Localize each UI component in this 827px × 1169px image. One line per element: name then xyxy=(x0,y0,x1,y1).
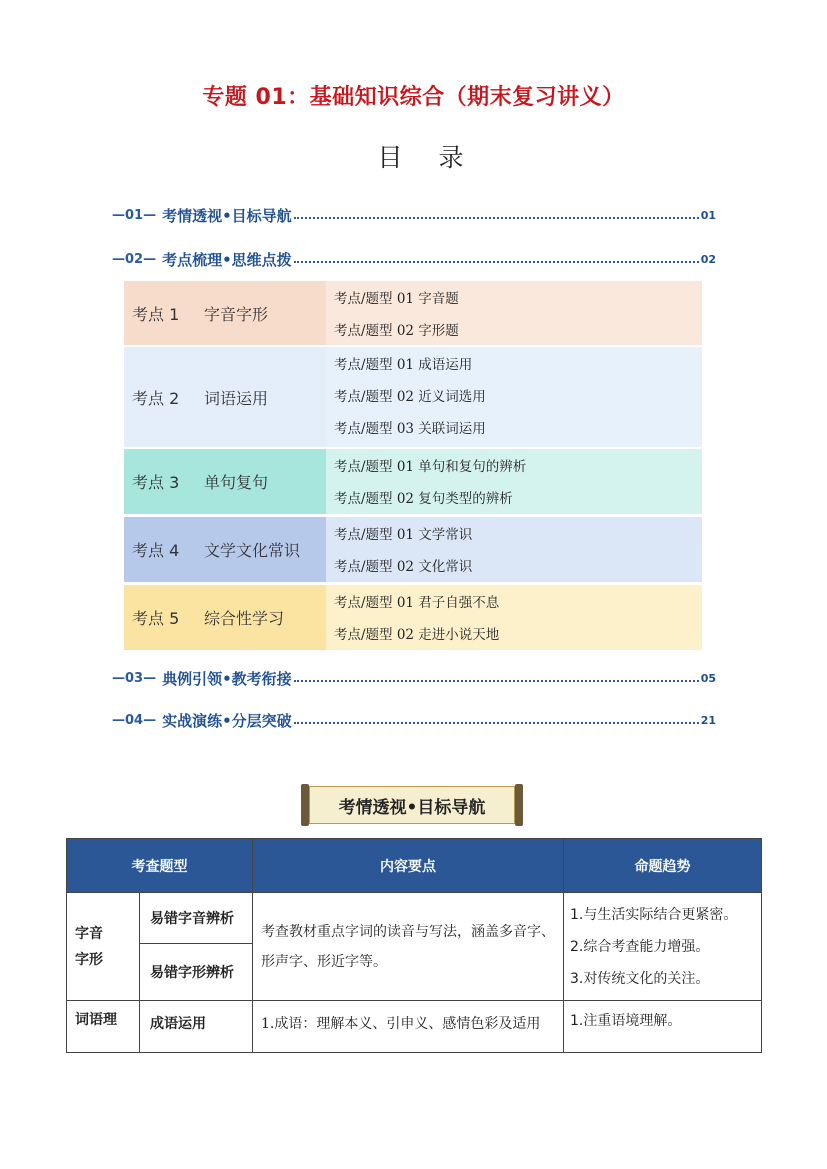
topic-block-2 xyxy=(124,347,702,447)
topic-id: 考点 1 xyxy=(132,304,180,324)
topic-items xyxy=(326,517,702,582)
trend-item: 3.对传统文化的关注。 xyxy=(570,970,710,987)
topic-item[interactable]: 考点/题型 02 复句类型的辨析 xyxy=(334,491,513,507)
toc-label: 典例引领•教考衔接 xyxy=(162,669,292,688)
toc-label: 考情透视•目标导航 xyxy=(162,206,292,225)
row-trend: 1.注重语境理解。 xyxy=(564,1001,762,1053)
topic-block-3 xyxy=(124,449,702,514)
toc-page: 01 xyxy=(700,208,716,222)
banner-label: 考情透视•目标导航 xyxy=(309,786,515,824)
toc-item-01[interactable] xyxy=(112,205,716,225)
topic-items xyxy=(326,347,702,447)
toc-item-03[interactable] xyxy=(112,668,716,688)
row-group: 字音 字形 xyxy=(67,893,140,1001)
topic-item[interactable]: 考点/题型 02 近义词选用 xyxy=(334,389,486,405)
topic-item[interactable]: 考点/题型 02 走进小说天地 xyxy=(334,627,500,643)
exam-overview-table xyxy=(66,838,762,1053)
topic-block-5 xyxy=(124,585,702,650)
topic-item[interactable]: 考点/题型 01 文学常识 xyxy=(334,527,473,543)
header-trend: 命题趋势 xyxy=(564,839,762,893)
topic-label-cell xyxy=(124,281,326,345)
scroll-right-icon xyxy=(515,784,523,826)
topic-item[interactable]: 考点/题型 01 成语运用 xyxy=(334,357,473,373)
topic-item[interactable]: 考点/题型 02 文化常识 xyxy=(334,559,473,575)
toc-leader xyxy=(294,261,699,263)
toc-page: 21 xyxy=(700,713,716,727)
toc-leader xyxy=(294,680,699,682)
topic-label-cell xyxy=(124,517,326,582)
document-title: 专题 01：基础知识综合（期末复习讲义） xyxy=(202,85,625,110)
toc-number: —02— xyxy=(112,251,157,267)
topic-name: 文学文化常识 xyxy=(204,541,301,560)
topic-label-cell xyxy=(124,347,326,447)
topic-id: 考点 4 xyxy=(132,541,180,560)
topic-name: 综合性学习 xyxy=(204,609,285,628)
topic-name: 字音字形 xyxy=(204,304,269,324)
topic-items xyxy=(326,281,702,345)
topic-label-cell xyxy=(124,585,326,650)
topic-block-1 xyxy=(124,281,702,345)
topic-item[interactable]: 考点/题型 01 单句和复句的辨析 xyxy=(334,459,527,475)
topic-items xyxy=(326,585,702,650)
toc-number: —03— xyxy=(112,670,157,686)
topic-item[interactable]: 考点/题型 01 君子自强不息 xyxy=(334,595,500,611)
scroll-left-icon xyxy=(301,784,309,826)
topic-block-4 xyxy=(124,517,702,582)
topic-name: 单句复句 xyxy=(204,473,269,492)
toc-number: —01— xyxy=(112,207,157,223)
row-subtype: 成语运用 xyxy=(140,1001,253,1053)
toc-item-02[interactable] xyxy=(112,249,716,269)
toc-page: 02 xyxy=(700,252,716,266)
topic-id: 考点 3 xyxy=(132,473,180,492)
row-subtype: 易错字音辨析 xyxy=(140,893,253,944)
table-header-row xyxy=(67,839,762,893)
row-content: 考查教材重点字词的读音与写法，涵盖多音字、形声字、形近字等。 xyxy=(253,893,564,1001)
header-type: 考查题型 xyxy=(67,839,253,893)
toc-heading: 目 录 xyxy=(377,143,478,172)
row-trends xyxy=(564,893,762,1001)
row-subtype: 易错字形辨析 xyxy=(140,944,253,1001)
row-content: 1.成语：理解本义、引申义、感情色彩及适用 xyxy=(253,1001,564,1053)
toc-page: 05 xyxy=(700,671,716,685)
topic-item[interactable]: 考点/题型 03 关联词运用 xyxy=(334,421,486,437)
toc-number: —04— xyxy=(112,712,157,728)
toc-leader xyxy=(294,217,699,219)
topic-item[interactable]: 考点/题型 02 字形题 xyxy=(334,323,459,339)
section-banner xyxy=(301,786,523,826)
topic-id: 考点 5 xyxy=(132,609,180,628)
topic-items xyxy=(326,449,702,514)
topic-name: 词语运用 xyxy=(204,388,269,408)
topic-id: 考点 2 xyxy=(132,388,180,408)
trend-item: 1.与生活实际结合更紧密。 xyxy=(570,906,738,923)
toc-label: 考点梳理•思维点拨 xyxy=(162,250,292,269)
toc-label: 实战演练•分层突破 xyxy=(162,711,292,730)
toc-leader xyxy=(294,722,699,724)
trend-item: 2.综合考查能力增强。 xyxy=(570,938,710,955)
table-row xyxy=(67,893,762,944)
topic-item[interactable]: 考点/题型 01 字音题 xyxy=(334,291,459,307)
topic-label-cell xyxy=(124,449,326,514)
row-group: 词语理 xyxy=(67,1001,140,1053)
header-content: 内容要点 xyxy=(253,839,564,893)
table-row xyxy=(67,1001,762,1053)
toc-item-04[interactable] xyxy=(112,710,716,730)
